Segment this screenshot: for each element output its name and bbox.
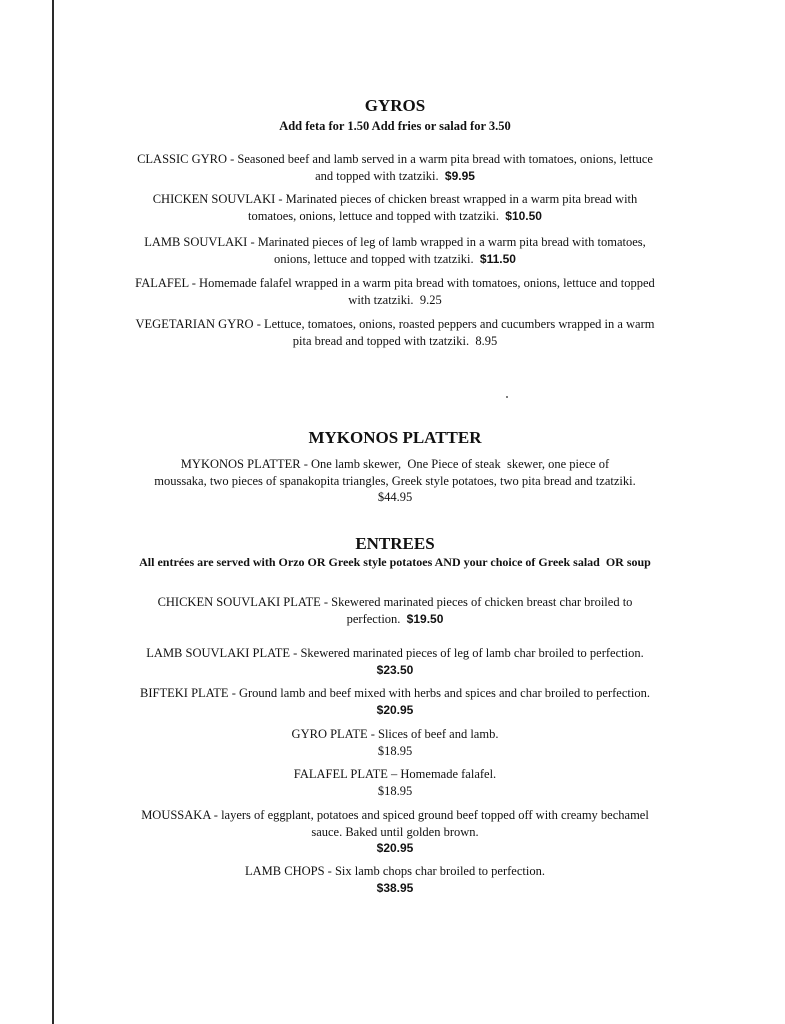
item-price: $19.50 bbox=[406, 611, 444, 626]
gyros-title: GYROS bbox=[364, 96, 426, 115]
item-price: $18.95 bbox=[377, 783, 413, 798]
item-price: $20.95 bbox=[376, 841, 414, 855]
item-description: CLASSIC GYRO - Seasoned beef and lamb served in a warm pita bread with tomatoes, onions, lettuce bbox=[137, 152, 653, 166]
gyros-item-chicken-souvlaki bbox=[60, 191, 730, 224]
item-price: $11.50 bbox=[479, 251, 516, 266]
item-description: BIFTEKI PLATE - Ground lamb and beef mixed with herbs and spices and char broiled to perfection. bbox=[140, 686, 650, 700]
gyros-item-falafel bbox=[60, 275, 730, 308]
item-description: and topped with tzatziki. bbox=[315, 168, 439, 183]
item-description: sauce. Baked until golden brown. bbox=[311, 824, 479, 839]
entrees-item-lamb-chops bbox=[60, 863, 730, 896]
item-price: $44.95 bbox=[377, 490, 413, 504]
item-price: $9.95 bbox=[444, 168, 475, 183]
item-description: pita bread and topped with tzatziki. bbox=[292, 333, 470, 348]
entrees-item-moussaka bbox=[60, 807, 730, 857]
item-description: moussaka, two pieces of spanakopita triangles, Greek style potatoes, two pita bread and tzatziki. bbox=[154, 473, 636, 488]
item-description: LAMB CHOPS - Six lamb chops char broiled to perfection. bbox=[245, 864, 545, 878]
item-description: LAMB SOUVLAKI - Marinated pieces of leg of lamb wrapped in a warm pita bread with tomatoes, bbox=[144, 235, 646, 249]
item-description: LAMB SOUVLAKI PLATE - Skewered marinated pieces of leg of lamb char broiled to perfection. bbox=[146, 646, 644, 660]
item-description: with tzatziki. bbox=[348, 292, 414, 307]
item-description: GYRO PLATE - Slices of beef and lamb. bbox=[291, 727, 499, 741]
item-description: MYKONOS PLATTER - One lamb skewer, One Piece of steak skewer, one piece of bbox=[180, 457, 610, 471]
item-price: $20.95 bbox=[376, 702, 414, 717]
item-description: FALAFEL PLATE – Homemade falafel. bbox=[293, 767, 497, 781]
gyros-addons: Add feta for 1.50 Add fries or salad for 3.50 bbox=[279, 119, 511, 133]
item-description: FALAFEL - Homemade falafel wrapped in a warm pita bread with tomatoes, onions, lettuce and topped bbox=[135, 276, 655, 290]
entrees-item-chicken-souvlaki-plate bbox=[60, 594, 730, 627]
entrees-item-bifteki-plate bbox=[60, 685, 730, 718]
page-edge-line bbox=[52, 0, 54, 1024]
gyros-item-classic-gyro bbox=[60, 151, 730, 184]
item-description: MOUSSAKA - layers of eggplant, potatoes and spiced ground beef topped off with creamy bechamel bbox=[141, 808, 649, 822]
entrees-title: ENTREES bbox=[355, 534, 435, 553]
entrees-note: All entrées are served with Orzo OR Greek style potatoes AND your choice of Greek salad OR soup bbox=[139, 555, 651, 569]
item-price: $18.95 bbox=[377, 743, 413, 758]
item-price: $23.50 bbox=[376, 662, 414, 677]
item-description: onions, lettuce and topped with tzatziki. bbox=[274, 251, 474, 266]
gyros-item-vegetarian-gyro bbox=[60, 316, 730, 349]
gyros-item-lamb-souvlaki bbox=[60, 234, 730, 267]
menu-page bbox=[60, 0, 730, 1024]
item-description: perfection. bbox=[346, 611, 401, 626]
item-description: tomatoes, onions, lettuce and topped with tzatziki. bbox=[248, 208, 500, 223]
item-description: CHICKEN SOUVLAKI - Marinated pieces of chicken breast wrapped in a warm pita bread with bbox=[152, 192, 638, 206]
item-description: CHICKEN SOUVLAKI PLATE - Skewered marinated pieces of chicken breast char broiled to bbox=[157, 595, 633, 609]
entrees-item-gyro-plate bbox=[60, 726, 730, 759]
item-price: 8.95 bbox=[475, 333, 498, 348]
item-description: VEGETARIAN GYRO - Lettuce, tomatoes, onions, roasted peppers and cucumbers wrapped in a warm bbox=[135, 317, 655, 331]
item-price: 9.25 bbox=[419, 292, 442, 307]
platter-item bbox=[60, 456, 730, 506]
item-price: $10.50 bbox=[505, 208, 542, 223]
entrees-item-falafel-plate bbox=[60, 766, 730, 799]
item-price: $38.95 bbox=[376, 880, 414, 895]
platter-title: MYKONOS PLATTER bbox=[308, 428, 482, 447]
entrees-item-lamb-souvlaki-plate bbox=[60, 645, 730, 678]
